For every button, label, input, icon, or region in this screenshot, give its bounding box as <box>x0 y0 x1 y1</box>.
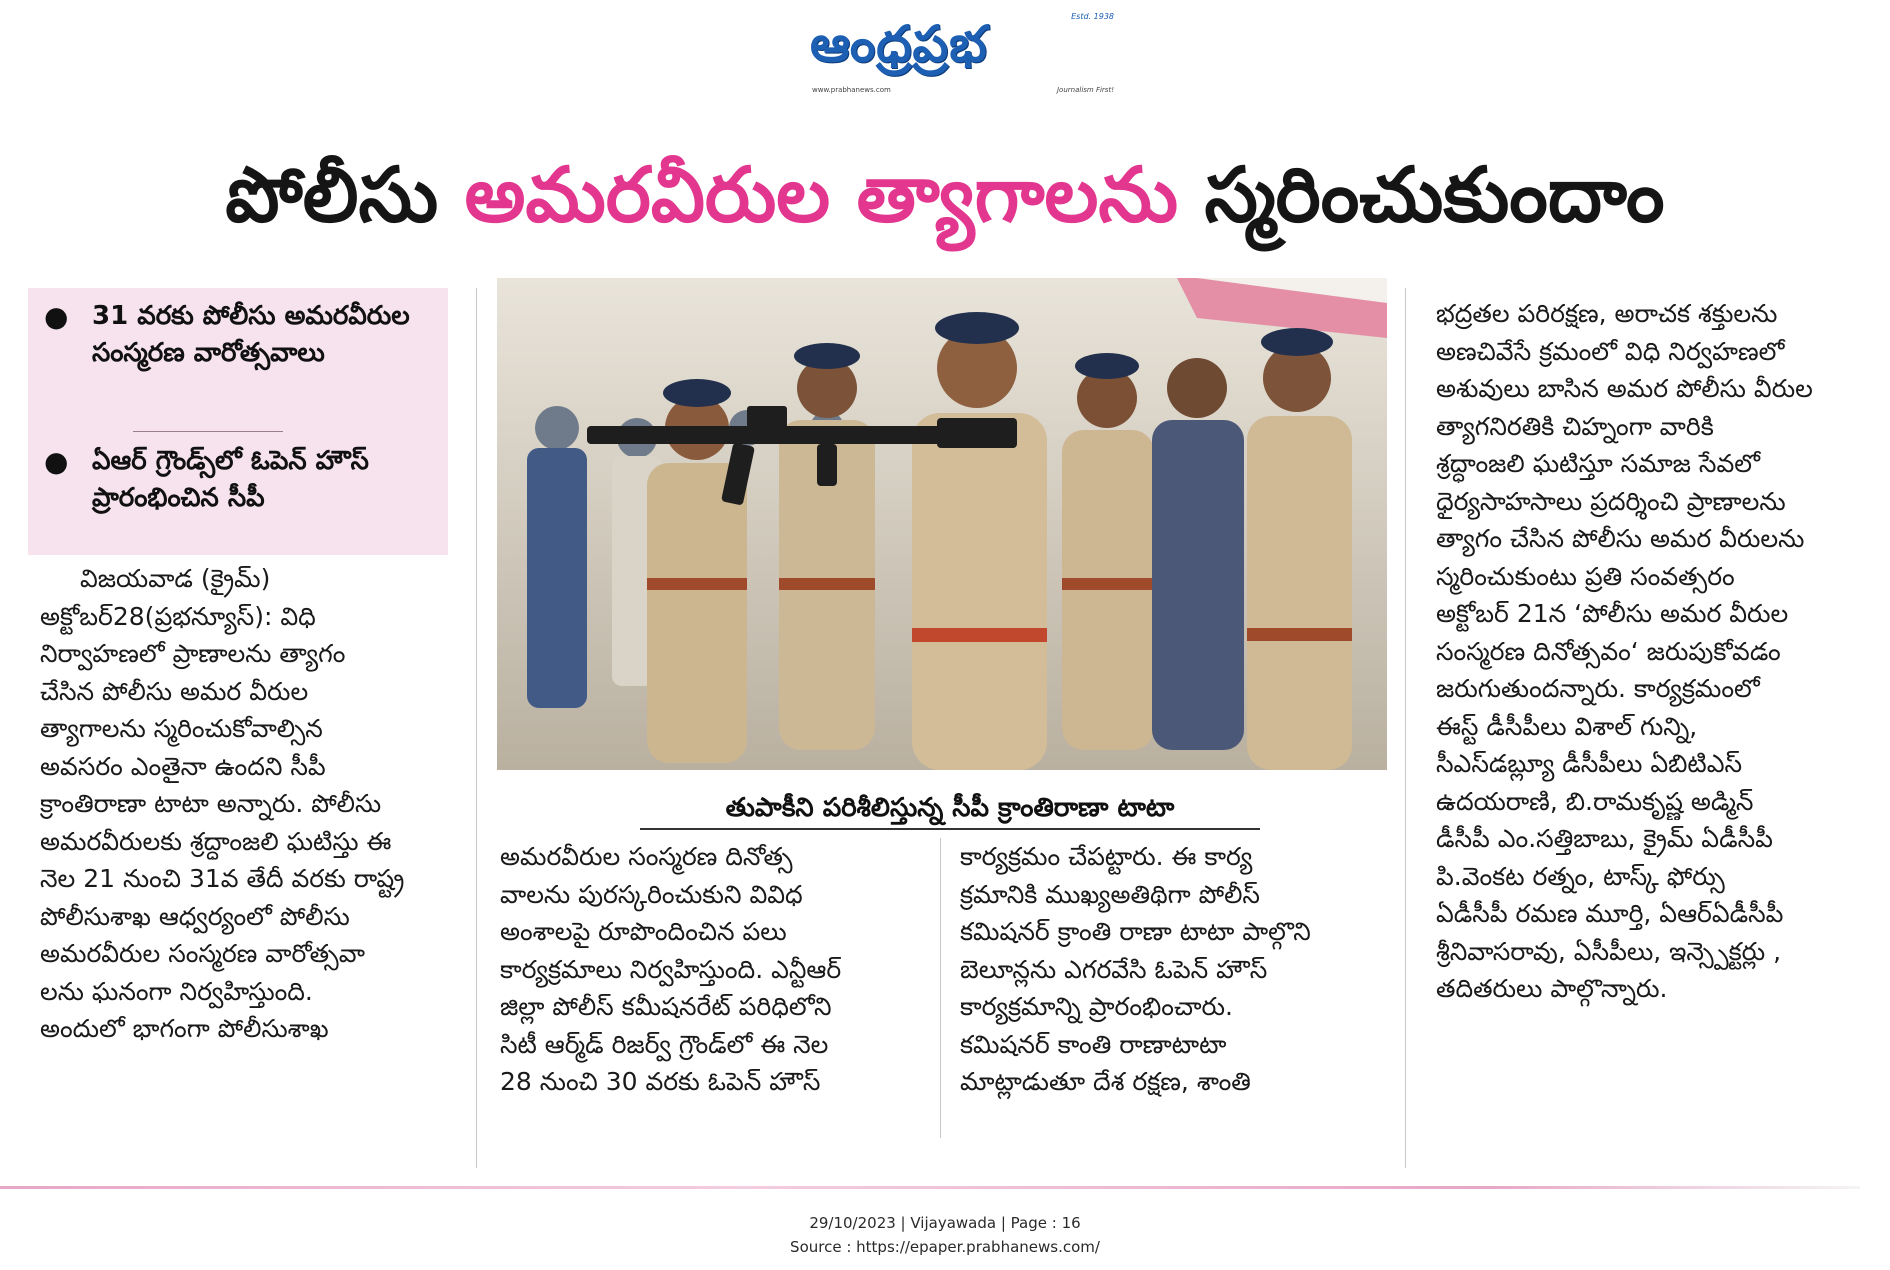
article-line: సంస్మరణ దినోత్సవం‘ జరుపుకోవడం <box>1436 636 1781 666</box>
article-line: కార్యక్రమాలు నిర్వహిస్తుంది. ఎన్టీఆర్ <box>500 954 842 984</box>
article-line: నిర్వాహణలో ప్రాణాలను త్యాగం <box>40 639 346 668</box>
highlight-item <box>44 298 440 428</box>
column-divider <box>940 838 941 1138</box>
highlight-text: 31 వరకు పోలీసు అమరవీరుల సంస్మరణ వారోత్సవాలు <box>92 301 410 368</box>
headline-part1: పోలీసు <box>225 150 465 239</box>
photo-caption: తుపాకీని పరిశీలిస్తున్న సీపీ క్రాంతిరాణా టాటా <box>640 788 1260 830</box>
article-line: కార్యక్రమం చేపట్టారు. ఈ కార్య <box>960 842 1253 871</box>
dateline: విజయవాడ (క్రైమ్) <box>80 564 271 593</box>
bullet-icon: ● <box>44 445 69 478</box>
article-line: ధైర్యసాహసాలు ప్రదర్శించి ప్రాణాలను <box>1436 486 1786 516</box>
highlight-text: ఏఆర్ గ్రౌండ్స్‌లో ఓపెన్ హౌస్ ప్రారంభించిన సీపీ <box>92 446 369 513</box>
highlight-divider <box>133 431 283 432</box>
footer-dateline: 29/10/2023 | Vijayawada | Page : 16 <box>809 1214 1081 1232</box>
article-line: నెల 21 నుంచి 31వ తేదీ వరకు రాష్ట్ర <box>40 864 405 893</box>
logo-url: www.prabhanews.com <box>812 86 891 94</box>
article-line: ఉదయరాణి, బి.రామకృష్ణ అడ్మిన్ <box>1436 786 1754 816</box>
article-line: త్యాగాలను స్మరించుకోవాల్సిన <box>40 714 323 743</box>
article-line: శ్రద్ధాంజలి ఘటిస్తూ సమాజ సేవలో <box>1436 449 1760 478</box>
logo-tagline: Journalism First! <box>1056 86 1114 94</box>
article-line: కమిషనర్ క్రాంతి రాణా టాటా పాల్గొని <box>960 917 1311 946</box>
article-line: తదితరులు పాల్గొన్నారు. <box>1436 974 1668 1003</box>
article-line: బెలూన్లను ఎగరవేసి ఓపెన్ హౌస్ <box>960 954 1268 984</box>
article-line: డీసీపీ ఎం.సత్తిబాబు, క్రైమ్ ఏడీసీపీ <box>1436 824 1773 853</box>
article-line: అమరవీరుల సంస్మరణ వారోత్సవా <box>40 939 365 968</box>
article-line: చేసిన పోలీసు అమర వీరుల <box>40 676 309 706</box>
highlight-item <box>44 443 440 543</box>
headline-part3: స్మరించుకుందాం <box>1178 150 1665 239</box>
article-line: అమరవీరులకు శ్రద్ధాంజలి ఘటిస్తు ఈ <box>40 826 392 856</box>
article-line: అవసరం ఎంతైనా ఉందని సీపీ <box>40 751 326 781</box>
news-photo <box>497 278 1387 770</box>
article-line: త్యాగం చేసిన పోలీసు అమర వీరులను <box>1436 524 1805 553</box>
logo-wordmark: ఆంధ్రప్రభ <box>810 14 988 73</box>
article-line: త్యాగనిరతికి చిహ్నంగా వారికి <box>1436 411 1714 441</box>
column-divider <box>1405 288 1406 1168</box>
headline <box>40 150 1850 240</box>
article-line: అంశాలపై రూపొందించిన పలు <box>500 917 787 946</box>
article-line: జరుగుతుందన్నారు. కార్యక్రమంలో <box>1436 674 1760 703</box>
article-line: 28 నుంచి 30 వరకు ఓపెన్ హౌస్ <box>500 1067 821 1096</box>
article-line: లను ఘనంగా నిర్వహిస్తుంది. <box>40 976 313 1006</box>
headline-highlight: అమరవీరుల త్యాగాలను <box>464 150 1179 239</box>
article-line: క్రమానికి ముఖ్యఅతిథిగా పోలీస్ <box>960 879 1260 909</box>
masthead-logo <box>790 8 1120 96</box>
article-column-middle-2 <box>960 838 1380 1101</box>
article-line: అమరవీరుల సంస్మరణ దినోత్స <box>500 842 793 871</box>
article-line: కమిషనర్ కాంతి రాణాటాటా <box>960 1029 1227 1059</box>
column-divider <box>476 288 477 1168</box>
logo-estd: Estd. 1938 <box>1071 12 1114 21</box>
article-line: సీఎస్‌డబ్ల్యూ డీసీపీలు ఏబిటిఎస్ <box>1436 749 1743 778</box>
article-line: అణచివేసే క్రమంలో విధి నిర్వహణలో <box>1436 336 1785 366</box>
bullet-icon: ● <box>44 300 69 333</box>
article-line: పి.వెంకట రత్నం, టాస్క్ ఫోర్సు <box>1436 861 1725 891</box>
article-line: అందులో భాగంగా పోలీసుశాఖ <box>40 1014 329 1043</box>
article-line: అక్టోబర్28(ప్రభన్యూస్): విధి <box>40 601 316 631</box>
article-line: సిటీ ఆర్మ్‌డ్ రిజర్వ్ గ్రౌండ్‌లో ఈ నెల <box>500 1029 829 1059</box>
footer-source: Source : https://epaper.prabhanews.com/ <box>790 1238 1100 1256</box>
article-line: అక్టోబర్ 21న ‘పోలీసు అమర వీరుల <box>1436 599 1789 628</box>
bottom-rule <box>0 1186 1860 1189</box>
article-line: భద్రతల పరిరక్షణ, అరాచక శక్తులను <box>1436 299 1778 328</box>
photo-illustration <box>497 278 1387 770</box>
article-line: స్మరించుకుంటు ప్రతి సంవత్సరం <box>1436 561 1735 591</box>
article-line: అశువులు బాసిన అమర పోలీసు వీరుల <box>1436 374 1813 403</box>
article-line: శ్రీనివాసరావు, ఏసీపీలు, ఇన్స్పెక్టర్లు , <box>1436 936 1782 966</box>
article-line: కార్యక్రమాన్ని ప్రారంభించారు. <box>960 992 1233 1021</box>
article-column-right <box>1436 295 1856 1008</box>
article-line: మాట్లాడుతూ దేశ రక్షణ, శాంతి <box>960 1067 1251 1096</box>
article-line: ఏడీసీపీ రమణ మూర్తి, ఏఆర్ఏడీసీపీ <box>1436 899 1784 928</box>
article-line: వాలను పురస్కరించుకుని వివిధ <box>500 879 803 909</box>
article-line: పోలీసుశాఖ ఆధ్వర్యంలో పోలీసు <box>40 901 350 931</box>
article-column-left <box>40 560 470 1048</box>
article-column-middle-1 <box>500 838 920 1101</box>
article-line: జిల్లా పోలీస్ కమీషనరేట్ పరిధిలోని <box>500 992 832 1021</box>
article-line: క్రాంతిరాణా టాటా అన్నారు. పోలీసు <box>40 789 382 818</box>
article-line: ఈస్ట్ డీసీపీలు విశాల్ గున్ని, <box>1436 711 1698 741</box>
highlights-box <box>28 288 448 555</box>
